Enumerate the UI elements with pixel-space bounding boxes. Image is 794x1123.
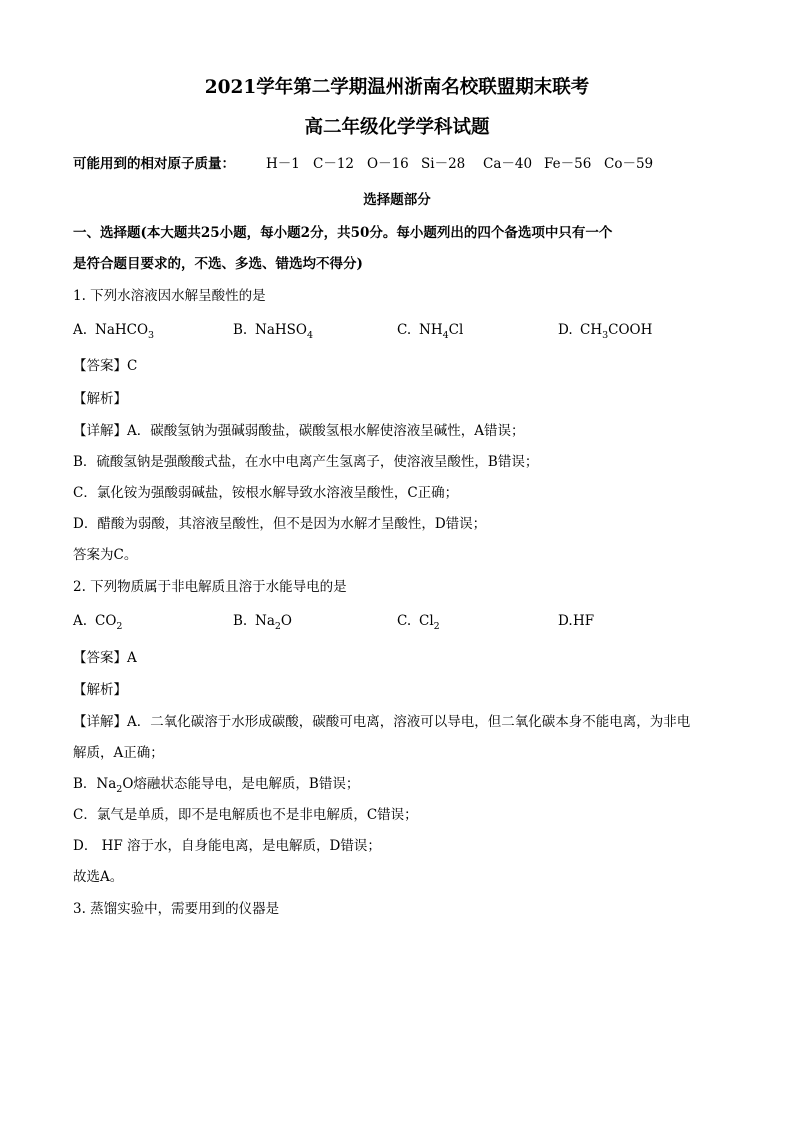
answer-tag: 【答案】 xyxy=(73,358,127,374)
formula: HF xyxy=(573,613,595,629)
q2-detail-b xyxy=(73,775,359,799)
detail-tag: 【详解】 xyxy=(73,423,127,439)
detail-text: B．Na xyxy=(73,776,117,792)
exam-subtitle: 高二年级化学学科试题 xyxy=(304,117,490,138)
option-label: D. xyxy=(558,322,573,338)
formula-sub: 3 xyxy=(148,330,155,341)
option-label: B. xyxy=(233,613,248,629)
q2-option-a xyxy=(73,612,122,636)
formula-tail: COOH xyxy=(608,322,653,338)
mass-c: C－12 xyxy=(313,156,355,172)
mass-fe: Fe－56 xyxy=(544,156,592,172)
formula-sub: 4 xyxy=(306,330,313,341)
formula: NaHCO xyxy=(95,322,149,338)
answer-value: A xyxy=(127,650,137,666)
q1-conclusion: 答案为C。 xyxy=(73,547,138,563)
answer-value: C xyxy=(127,358,138,374)
q1-detail-d: D．醋酸为弱酸，其溶液呈酸性，但不是因为水解才呈酸性，D错误； xyxy=(73,516,487,532)
q2-option-b xyxy=(233,612,292,636)
formula: NH xyxy=(419,322,443,338)
q1-detail-b: B．硫酸氢钠是强酸酸式盐，在水中电离产生氢离子，使溶液呈酸性，B错误； xyxy=(73,454,539,470)
detail-tag: 【详解】 xyxy=(73,714,127,730)
q1-option-c xyxy=(397,321,463,345)
q2-detail-c: C．氯气是单质，即不是电解质也不是非电解质，C错误； xyxy=(73,807,418,823)
detail-text: A．碳酸氢钠为强碱弱酸盐，碳酸氢根水解使溶液呈碱性，A错误； xyxy=(127,423,525,439)
formula-sub: 3 xyxy=(602,330,609,341)
formula-sub: 2 xyxy=(116,784,123,795)
detail-text: A．二氧化碳溶于水形成碳酸，碳酸可电离，溶液可以导电，但二氧化碳本身不能电离，为非电 xyxy=(127,714,691,730)
formula: CO xyxy=(95,613,117,629)
q1-detail-a xyxy=(73,422,525,440)
q2-option-c xyxy=(397,612,440,636)
formula-tail: Cl xyxy=(448,322,464,338)
formula-sub: 2 xyxy=(116,621,123,632)
formula-sub: 2 xyxy=(433,621,440,632)
formula: CH xyxy=(580,322,603,338)
q1-answer xyxy=(73,357,137,375)
q2-analysis-tag: 【解析】 xyxy=(73,682,127,698)
detail-text: O熔融状态能导电，是电解质，B错误； xyxy=(122,776,360,792)
q2-detail-d: D． HF 溶于水，自身能电离，是电解质，D错误； xyxy=(73,838,381,854)
formula: NaHSO xyxy=(255,322,307,338)
formula: Cl xyxy=(419,613,434,629)
q1-detail-c: C．氯化铵为强酸弱碱盐，铵根水解导致水溶液呈酸性，C正确； xyxy=(73,485,459,501)
q1-option-a xyxy=(73,321,154,345)
q2-detail-a xyxy=(73,713,690,731)
q2-option-d xyxy=(558,612,594,636)
q2-answer xyxy=(73,649,137,667)
formula: Na xyxy=(255,613,275,629)
formula-sub: 4 xyxy=(442,330,449,341)
mass-ca: Ca－40 xyxy=(483,156,533,172)
section-intro-line2: 是符合题目要求的，不选、多选、错选均不得分) xyxy=(73,256,363,272)
option-label: D. xyxy=(558,613,573,629)
q2-stem: 2. 下列物质属于非电解质且溶于水能导电的是 xyxy=(73,579,347,595)
atomic-masses xyxy=(73,155,235,173)
q1-option-b xyxy=(233,321,313,345)
q2-detail-a-cont: 解质，A正确； xyxy=(73,745,164,761)
exam-title: 2021学年第二学期温州浙南名校联盟期末联考 xyxy=(204,77,590,98)
option-label: A. xyxy=(73,613,88,629)
option-label: B. xyxy=(233,322,248,338)
formula-tail: O xyxy=(280,613,292,629)
q1-option-d xyxy=(558,321,652,345)
mass-h: H－1 xyxy=(266,156,300,172)
q2-conclusion: 故选A。 xyxy=(73,869,124,885)
option-label: A. xyxy=(73,322,88,338)
atomic-masses-label: 可能用到的相对原子质量： xyxy=(73,156,235,172)
section-intro-line1: 一、选择题(本大题共25小题，每小题2分，共50分。每小题列出的四个备选项中只有一个 xyxy=(73,225,613,241)
option-label: C. xyxy=(397,322,412,338)
mass-o: O－16 xyxy=(367,156,409,172)
q1-stem: 1. 下列水溶液因水解呈酸性的是 xyxy=(73,288,266,304)
section-heading: 选择题部分 xyxy=(363,192,431,208)
mass-si: Si－28 xyxy=(421,156,466,172)
q1-analysis-tag: 【解析】 xyxy=(73,391,127,407)
q3-stem: 3. 蒸馏实验中，需要用到的仪器是 xyxy=(73,901,280,917)
option-label: C. xyxy=(397,613,412,629)
formula-sub: 2 xyxy=(274,621,281,632)
answer-tag: 【答案】 xyxy=(73,650,127,666)
mass-co: Co－59 xyxy=(604,156,654,172)
